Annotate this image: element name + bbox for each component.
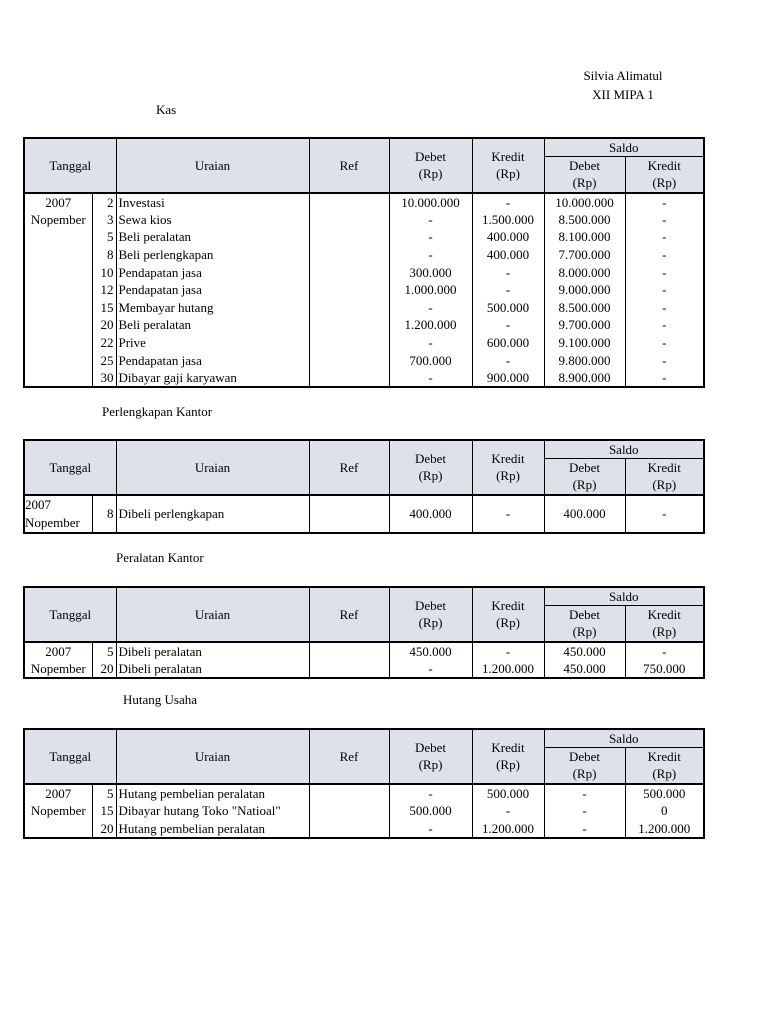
row-kredit: 1.200.000 <box>472 820 544 838</box>
row-day: 12 <box>92 281 116 299</box>
header-debet <box>389 729 472 784</box>
table-row <box>24 316 704 334</box>
header-kredit-unit: (Rp) <box>496 615 520 631</box>
row-ref <box>309 495 389 533</box>
row-debet: 400.000 <box>389 495 472 533</box>
header-ref: Ref <box>309 729 389 784</box>
date-empty <box>24 820 92 838</box>
row-debet: - <box>389 211 472 229</box>
row-saldo-debet: 8.500.000 <box>544 298 625 316</box>
table-row <box>24 642 704 660</box>
row-saldo-debet: 450.000 <box>544 642 625 660</box>
row-saldo-kredit: - <box>662 282 667 298</box>
row-debet: - <box>389 246 472 264</box>
header-saldo-kredit <box>625 748 704 784</box>
row-debet: - <box>389 298 472 316</box>
header-debet-unit: (Rp) <box>418 166 443 182</box>
header-debet-unit: (Rp) <box>418 615 443 631</box>
table-row <box>24 228 704 246</box>
header-debet <box>389 138 472 193</box>
row-description: Pendapatan jasa <box>116 351 309 369</box>
hutang-usaha-ledger-table <box>23 728 705 839</box>
row-saldo-debet: - <box>544 802 625 820</box>
date-year: 2007 <box>24 784 92 802</box>
table-row <box>24 246 704 264</box>
header-saldo-debet <box>544 459 625 495</box>
header-kredit-label: Kredit <box>491 598 525 614</box>
row-day: 20 <box>92 316 116 334</box>
row-description: Beli peralatan <box>116 228 309 246</box>
header-debet-label: Debet <box>414 149 447 165</box>
row-saldo-debet: 9.700.000 <box>544 316 625 334</box>
row-ref <box>309 193 389 211</box>
table-row <box>24 334 704 352</box>
date-month: Nopember <box>25 514 80 530</box>
date-empty <box>24 298 92 316</box>
header-debet-unit: (Rp) <box>418 468 443 484</box>
row-ref <box>309 820 389 838</box>
header-saldo-debet-unit: (Rp) <box>572 766 597 782</box>
row-saldo-kredit: - <box>662 264 667 280</box>
row-day: 2 <box>92 193 116 211</box>
row-kredit: - <box>472 351 544 369</box>
header-saldo-debet-label: Debet <box>568 460 601 476</box>
date-empty <box>24 263 92 281</box>
header-saldo-debet-unit: (Rp) <box>572 477 597 493</box>
row-saldo-kredit: 1.200.000 <box>638 820 691 836</box>
table-row <box>24 369 704 387</box>
date-empty <box>24 228 92 246</box>
row-kredit: 600.000 <box>472 334 544 352</box>
table-row <box>24 495 704 533</box>
header-saldo-kredit-unit: (Rp) <box>652 175 677 191</box>
row-kredit: 1.500.000 <box>472 211 544 229</box>
row-kredit: - <box>472 642 544 660</box>
row-description: Prive <box>116 334 309 352</box>
row-description: Dibeli peralatan <box>116 642 309 660</box>
row-debet: - <box>389 660 472 678</box>
row-kredit: 1.200.000 <box>472 660 544 678</box>
date-year-month <box>24 495 92 533</box>
row-description: Investasi <box>116 193 309 211</box>
header-saldo-debet <box>544 157 625 193</box>
header-saldo-debet-label: Debet <box>568 607 601 623</box>
row-ref <box>309 298 389 316</box>
row-saldo-debet: 400.000 <box>544 495 625 533</box>
row-description: Beli peralatan <box>116 316 309 334</box>
row-day: 30 <box>92 369 116 387</box>
row-day: 5 <box>92 642 116 660</box>
row-saldo-kredit: - <box>662 369 667 385</box>
header-saldo-kredit <box>625 606 704 642</box>
header-kredit <box>472 587 544 642</box>
row-saldo-kredit: - <box>662 211 667 227</box>
header-saldo-kredit-label: Kredit <box>647 749 681 765</box>
row-debet: - <box>389 784 472 802</box>
header-tanggal: Tanggal <box>24 440 116 495</box>
header-uraian: Uraian <box>116 729 309 784</box>
date-empty <box>24 334 92 352</box>
row-ref <box>309 281 389 299</box>
date-empty <box>24 369 92 387</box>
peralatan-kantor-title: Peralatan Kantor <box>116 550 204 565</box>
header-debet-unit: (Rp) <box>418 757 443 773</box>
row-saldo-debet: - <box>544 784 625 802</box>
table-row <box>24 784 704 802</box>
row-kredit: 400.000 <box>472 228 544 246</box>
row-debet: 300.000 <box>389 263 472 281</box>
row-day: 15 <box>92 298 116 316</box>
header-ref: Ref <box>309 587 389 642</box>
header-saldo-kredit-label: Kredit <box>647 158 681 174</box>
header-saldo-kredit <box>625 157 704 193</box>
row-description: Dibayar gaji karyawan <box>116 369 309 387</box>
date-empty <box>24 281 92 299</box>
header-saldo-kredit <box>625 459 704 495</box>
date-empty <box>24 246 92 264</box>
row-saldo-kredit: - <box>662 643 667 659</box>
header-saldo: Saldo <box>544 440 704 459</box>
row-ref <box>309 246 389 264</box>
row-saldo-kredit: - <box>662 352 667 368</box>
row-kredit: - <box>472 495 544 533</box>
row-saldo-kredit: - <box>662 194 667 210</box>
row-description: Dibeli peralatan <box>116 660 309 678</box>
header-saldo-kredit-unit: (Rp) <box>652 624 677 640</box>
header-uraian: Uraian <box>116 138 309 193</box>
header-debet-label: Debet <box>414 598 447 614</box>
row-ref <box>309 369 389 387</box>
table-row <box>24 298 704 316</box>
date-month: Nopember <box>24 802 92 820</box>
header-kredit <box>472 729 544 784</box>
row-day: 5 <box>92 228 116 246</box>
table-row <box>24 281 704 299</box>
header-saldo: Saldo <box>544 587 704 606</box>
table-row <box>24 660 704 678</box>
header-saldo-debet-label: Debet <box>568 158 601 174</box>
row-saldo-kredit: - <box>662 246 667 262</box>
date-month: Nopember <box>24 211 92 229</box>
row-saldo-kredit: - <box>662 299 667 315</box>
row-ref <box>309 211 389 229</box>
header-kredit-label: Kredit <box>491 740 525 756</box>
perlengkapan-kantor-ledger-table <box>23 439 705 534</box>
row-kredit: - <box>472 316 544 334</box>
header-saldo-kredit-unit: (Rp) <box>652 766 677 782</box>
kas-ledger-table <box>23 137 705 388</box>
author-class: XII MIPA 1 <box>592 87 654 102</box>
row-ref <box>309 334 389 352</box>
row-description: Sewa kios <box>116 211 309 229</box>
row-day: 20 <box>92 660 116 678</box>
header-tanggal: Tanggal <box>24 729 116 784</box>
row-ref <box>309 660 389 678</box>
kas-title: Kas <box>156 102 177 117</box>
row-saldo-kredit: - <box>662 229 667 245</box>
header-saldo-debet-unit: (Rp) <box>572 175 597 191</box>
header-saldo-debet <box>544 748 625 784</box>
table-row <box>24 351 704 369</box>
row-saldo-debet: 450.000 <box>544 660 625 678</box>
header-kredit <box>472 440 544 495</box>
header-uraian: Uraian <box>116 440 309 495</box>
row-debet: 1.000.000 <box>389 281 472 299</box>
row-saldo-debet: 9.800.000 <box>544 351 625 369</box>
header-uraian: Uraian <box>116 587 309 642</box>
row-description: Hutang pembelian peralatan <box>116 784 309 802</box>
row-description: Hutang pembelian peralatan <box>116 820 309 838</box>
row-saldo-debet: 8.000.000 <box>544 263 625 281</box>
row-kredit: 500.000 <box>472 784 544 802</box>
row-kredit: - <box>472 193 544 211</box>
row-day: 3 <box>92 211 116 229</box>
row-description: Membayar hutang <box>116 298 309 316</box>
row-day: 10 <box>92 263 116 281</box>
row-day: 8 <box>92 495 116 533</box>
header-kredit <box>472 138 544 193</box>
row-description: Dibeli perlengkapan <box>116 495 309 533</box>
row-debet: 700.000 <box>389 351 472 369</box>
peralatan-kantor-ledger-table <box>23 586 705 679</box>
date-year: 2007 <box>24 193 92 211</box>
row-saldo-debet: 8.500.000 <box>544 211 625 229</box>
table-row <box>24 211 704 229</box>
row-day: 20 <box>92 820 116 838</box>
perlengkapan-kantor-title: Perlengkapan Kantor <box>102 404 213 419</box>
header-kredit-label: Kredit <box>491 149 525 165</box>
hutang-usaha-title: Hutang Usaha <box>123 692 198 707</box>
header-saldo: Saldo <box>544 729 704 748</box>
row-description: Pendapatan jasa <box>116 281 309 299</box>
row-ref <box>309 802 389 820</box>
header-kredit-unit: (Rp) <box>496 757 520 773</box>
row-ref <box>309 228 389 246</box>
row-debet: - <box>389 369 472 387</box>
header-saldo-kredit-label: Kredit <box>647 460 681 476</box>
row-day: 22 <box>92 334 116 352</box>
header-kredit-unit: (Rp) <box>496 468 520 484</box>
row-saldo-debet: 8.100.000 <box>544 228 625 246</box>
row-debet: - <box>389 228 472 246</box>
row-saldo-debet: 9.000.000 <box>544 281 625 299</box>
row-saldo-debet: 7.700.000 <box>544 246 625 264</box>
date-month: Nopember <box>24 660 92 678</box>
row-saldo-debet: 10.000.000 <box>544 193 625 211</box>
table-row <box>24 263 704 281</box>
row-saldo-kredit: 750.000 <box>643 660 686 676</box>
header-saldo-debet-unit: (Rp) <box>572 624 597 640</box>
header-kredit-unit: (Rp) <box>496 166 520 182</box>
table-row <box>24 820 704 838</box>
header-kredit-label: Kredit <box>491 451 525 467</box>
row-ref <box>309 351 389 369</box>
row-kredit: - <box>472 281 544 299</box>
row-ref <box>309 316 389 334</box>
row-kredit: 500.000 <box>472 298 544 316</box>
row-saldo-kredit: - <box>662 506 667 521</box>
row-saldo-kredit: - <box>662 334 667 350</box>
row-ref <box>309 642 389 660</box>
row-kredit: - <box>472 802 544 820</box>
row-kredit: - <box>472 263 544 281</box>
row-debet: - <box>389 820 472 838</box>
row-day: 5 <box>92 784 116 802</box>
row-saldo-kredit: 0 <box>661 803 668 818</box>
row-ref <box>309 263 389 281</box>
header-saldo-debet <box>544 606 625 642</box>
header-tanggal: Tanggal <box>24 587 116 642</box>
header-saldo: Saldo <box>544 138 704 157</box>
header-debet <box>389 587 472 642</box>
row-kredit: 900.000 <box>472 369 544 387</box>
header-saldo-kredit-unit: (Rp) <box>652 477 677 493</box>
header-ref: Ref <box>309 138 389 193</box>
row-kredit: 400.000 <box>472 246 544 264</box>
row-description: Beli perlengkapan <box>116 246 309 264</box>
row-debet: 10.000.000 <box>389 193 472 211</box>
table-row <box>24 802 704 820</box>
row-saldo-debet: - <box>544 820 625 838</box>
row-debet: 1.200.000 <box>389 316 472 334</box>
date-year: 2007 <box>24 642 92 660</box>
row-description: Dibayar hutang Toko "Natioal" <box>116 802 309 820</box>
date-empty <box>24 316 92 334</box>
header-tanggal: Tanggal <box>24 138 116 193</box>
row-saldo-kredit: - <box>662 317 667 333</box>
row-day: 25 <box>92 351 116 369</box>
header-debet-label: Debet <box>414 740 447 756</box>
author-name: Silvia Alimatul <box>583 68 663 83</box>
row-day: 15 <box>92 802 116 820</box>
header-debet-label: Debet <box>414 451 447 467</box>
row-saldo-debet: 9.100.000 <box>544 334 625 352</box>
row-debet: 500.000 <box>389 802 472 820</box>
header-saldo-kredit-label: Kredit <box>647 607 681 623</box>
header-ref: Ref <box>309 440 389 495</box>
row-saldo-kredit: 500.000 <box>643 785 686 801</box>
header-debet <box>389 440 472 495</box>
author-block <box>560 66 686 104</box>
row-ref <box>309 784 389 802</box>
header-saldo-debet-label: Debet <box>568 749 601 765</box>
row-debet: 450.000 <box>389 642 472 660</box>
row-debet: - <box>389 334 472 352</box>
table-row <box>24 193 704 211</box>
row-description: Pendapatan jasa <box>116 263 309 281</box>
row-day: 8 <box>92 246 116 264</box>
row-saldo-debet: 8.900.000 <box>544 369 625 387</box>
date-year: 2007 <box>25 496 51 512</box>
date-empty <box>24 351 92 369</box>
